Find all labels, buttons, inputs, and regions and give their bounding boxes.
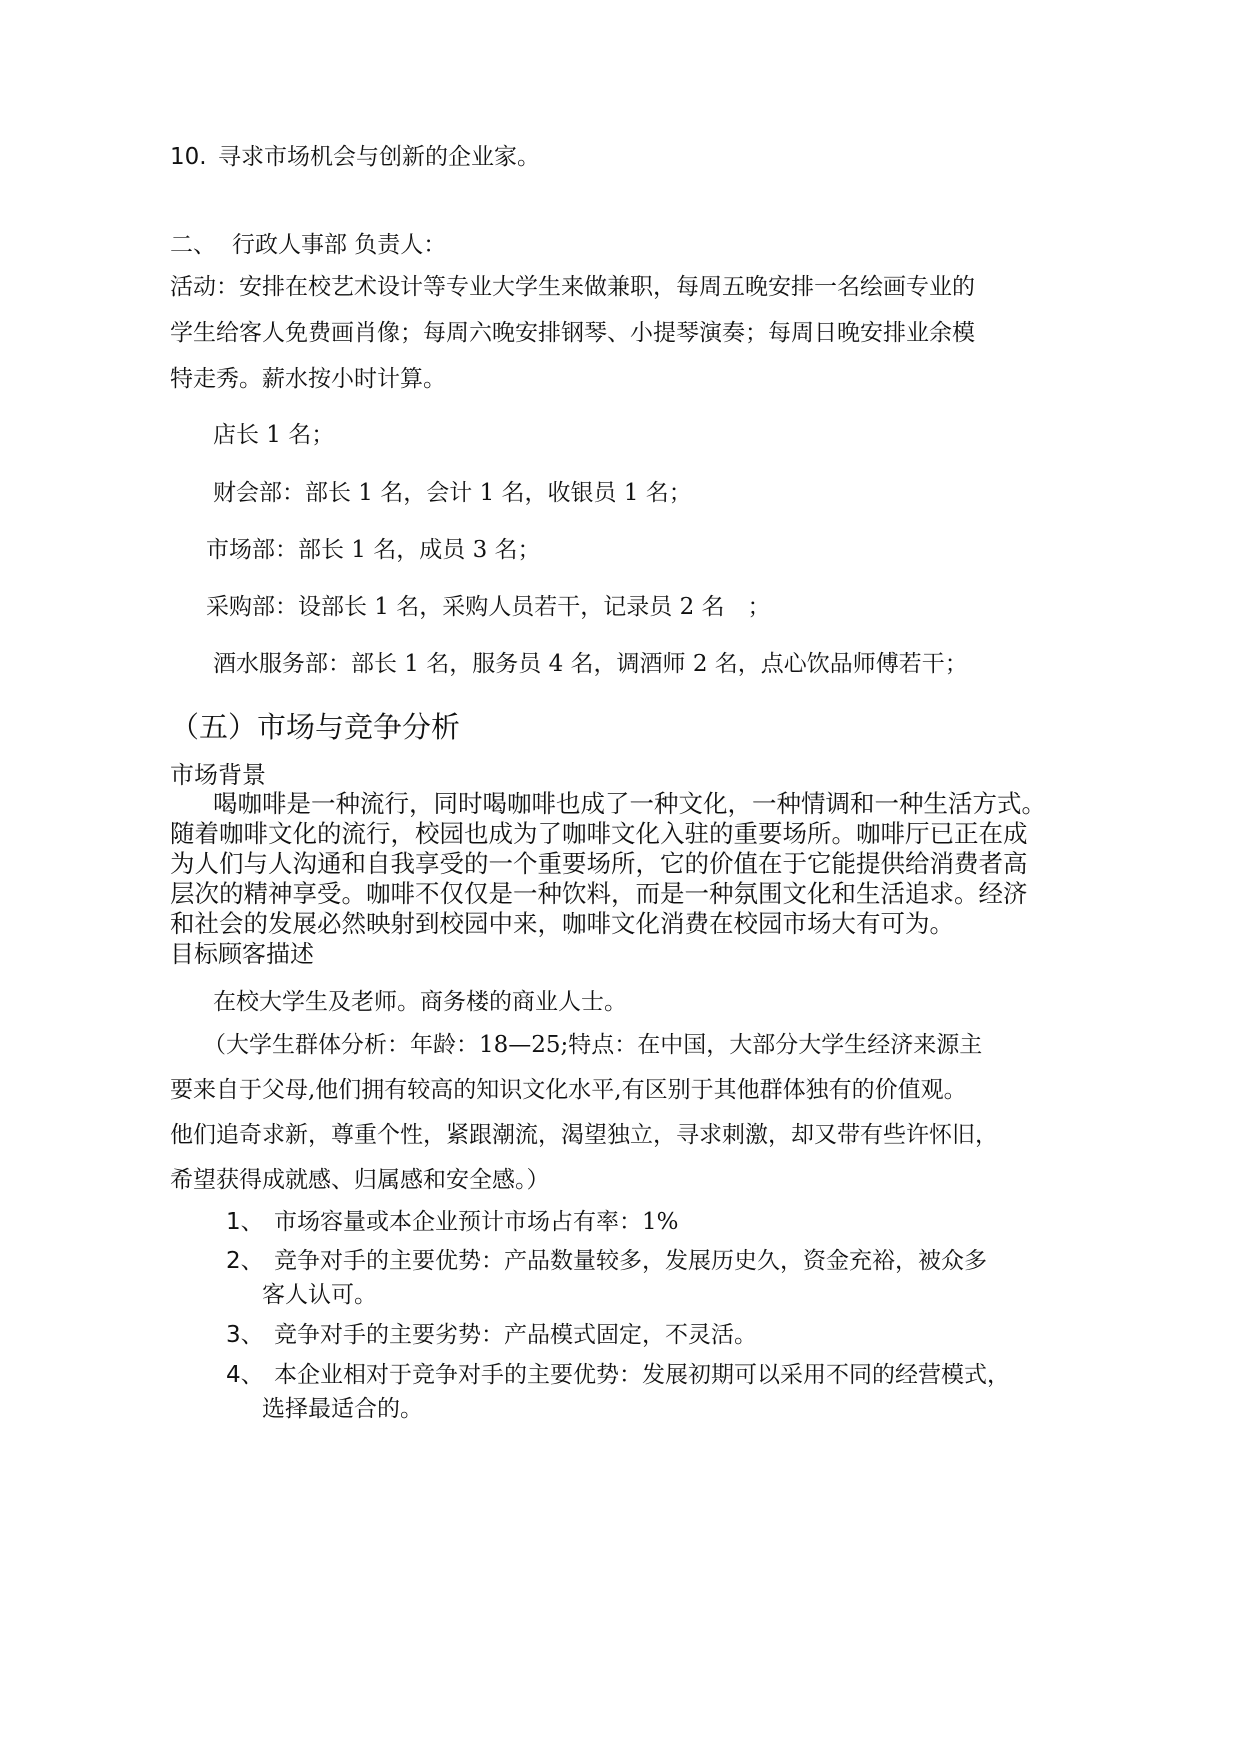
staff-line: 市场部：部长 1 名，成员 3 名；	[206, 537, 541, 563]
list-item-number: 2、	[226, 1248, 264, 1274]
staff-line: 酒水服务部：部长 1 名，服务员 4 名，调酒师 2 名，点心饮品师傅若干；	[213, 651, 968, 677]
list-item-text: 本企业相对于竞争对手的主要优势：发展初期可以采用不同的经营模式，	[274, 1362, 1010, 1388]
list-item	[226, 1211, 679, 1234]
item-10	[170, 146, 540, 169]
market-background-line: 和社会的发展必然映射到校园中来，咖啡文化消费在校园市场大有可为。	[170, 909, 954, 938]
list-item-text: 竞争对手的主要优势：产品数量较多，发展历史久，资金充裕，被众多	[274, 1248, 987, 1274]
market-background-line: 随着咖啡文化的流行，校园也成为了咖啡文化入驻的重要场所。咖啡厅已正在成	[170, 819, 1028, 848]
target-customer-text: 在校大学生及老师。商务楼的商业人士。	[213, 989, 627, 1015]
market-background-line: 层次的精神享受。咖啡不仅仅是一种饮料，而是一种氛围文化和生活追求。经济	[170, 879, 1028, 908]
list-item-number: 1、	[226, 1209, 264, 1235]
activity-line: 学生给客人免费画肖像；每周六晚安排钢琴、小提琴演奏；每周日晚安排业余模	[170, 320, 975, 346]
list-item-number: 3、	[226, 1322, 264, 1348]
section-2-number: 二、	[170, 232, 216, 258]
list-item-text: 市场容量或本企业预计市场占有率：1%	[274, 1209, 679, 1235]
list-item	[226, 1364, 1010, 1387]
staff-line: 店长 1 名；	[213, 422, 335, 448]
list-item-number: 4、	[226, 1362, 264, 1388]
list-item-continuation: 客人认可。	[262, 1282, 377, 1308]
analysis-line: 他们追奇求新，尊重个性，紧跟潮流，渴望独立，寻求刺激，却又带有些许怀旧，	[170, 1122, 998, 1148]
list-item	[226, 1324, 757, 1347]
market-background-label: 市场背景	[170, 761, 266, 789]
target-customer-label: 目标顾客描述	[170, 940, 314, 968]
analysis-line: （大学生群体分析：年龄：18—25;特点：在中国，大部分大学生经济来源主	[203, 1032, 983, 1058]
item-10-text: 寻求市场机会与创新的企业家。	[218, 144, 540, 170]
section-2-heading	[170, 234, 446, 257]
item-10-number: 10.	[170, 144, 207, 170]
analysis-line: 要来自于父母,他们拥有较高的知识文化水平,有区别于其他群体独有的价值观。	[170, 1077, 967, 1103]
list-item-continuation: 选择最适合的。	[262, 1396, 423, 1422]
activity-line: 特走秀。薪水按小时计算。	[170, 366, 446, 392]
section-5-heading: （五）市场与竞争分析	[170, 710, 461, 744]
analysis-line: 希望获得成就感、归属感和安全感。）	[170, 1167, 550, 1193]
section-2-title: 行政人事部 负责人：	[232, 232, 447, 258]
activity-line: 活动：安排在校艺术设计等专业大学生来做兼职，每周五晚安排一名绘画专业的	[170, 274, 975, 300]
list-item	[226, 1250, 987, 1273]
market-background-line: 喝咖啡是一种流行，同时喝咖啡也成了一种文化，一种情调和一种生活方式。	[213, 789, 1046, 818]
staff-line: 采购部：设部长 1 名，采购人员若干，记录员 2 名 ；	[206, 594, 771, 620]
staff-line: 财会部：部长 1 名，会计 1 名，收银员 1 名；	[213, 480, 692, 506]
market-background-line: 为人们与人沟通和自我享受的一个重要场所，它的价值在于它能提供给消费者高	[170, 849, 1028, 878]
list-item-text: 竞争对手的主要劣势：产品模式固定，不灵活。	[274, 1322, 757, 1348]
